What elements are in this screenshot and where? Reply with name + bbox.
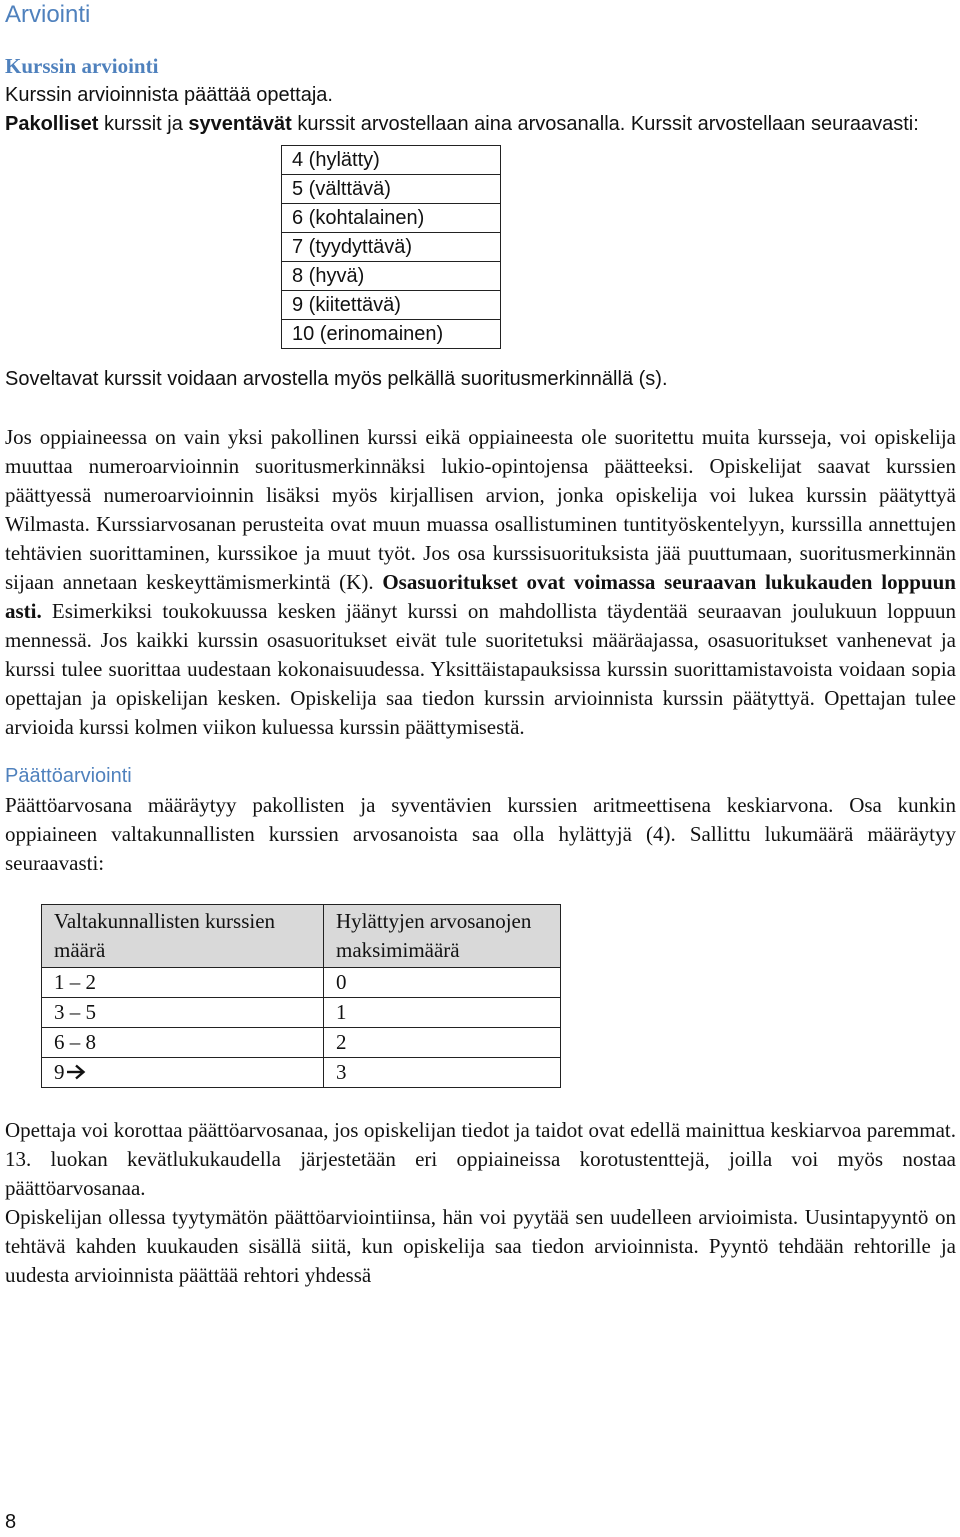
course-eval-text-a: Jos oppiaineessa on vain yksi pakollinen kurssi eikä oppiaineesta ole suoritettu muita kursseja, voi opiskelija muuttaa numeroarvioinnin suoritusmerkinnäksi lukio-opintojensa päätteeksi. Opiskelijat saavat kurssien päättyessä numeroarvioinnin lisäksi myös kirjallisen arvion, jonka opiskelija voi lukea kurssin päätyttyä Wilmasta. Kurssiarvosanan perusteita ovat muun muassa osallistuminen tuntityöskentelyyn, kurssilla annettujen tehtävien suorittaminen, kurssikoe ja muut työt. Jos osa kurssisuorituksista jää puuttumaan, suoritusmerkinnän sijaan annetaan keskeyttämismerkintä (K). [5, 425, 956, 594]
table-row [42, 998, 561, 1028]
table-header-row [42, 905, 561, 968]
grade-cell: 10 (erinomainen) [282, 320, 501, 349]
final-eval-raise-paragraph: Opettaja voi korottaa päättöarvosanaa, jos opiskelijan tiedot ja taidot ovat edellä mainittua keskiarvoa paremmat. 13. luokan kevätlukukaudella järjestetään eri oppiaineissa korotustenttejä, joilla voi myös nostaa päättöarvosanaa. [5, 1118, 956, 1200]
grade-row [282, 262, 501, 291]
cell-max-failed: 1 [324, 998, 561, 1028]
cell-max-failed: 0 [324, 968, 561, 998]
col-header-max-failed: Hylättyjen arvosanojen maksimimäärä [324, 905, 561, 968]
intro-text-2: kurssit arvostellaan aina arvosanalla. Kurssit arvostellaan seuraavasti: [291, 113, 919, 135]
cell-courses: 9 [54, 1060, 65, 1084]
grade-row [282, 291, 501, 320]
final-eval-intro: Päättöarvosana määräytyy pakollisten ja syventävien kurssien aritmeettisena keskiarvona. Osa kunkin oppiaineen valtakunnallisten kurssien arvosanoista saa olla hylättyjä (4). Sallittu lukumäärä määräytyy seuraavasti: [5, 793, 956, 875]
course-eval-intro [5, 110, 956, 139]
cell-courses-arrow [42, 1058, 324, 1088]
final-eval-appeal-paragraph: Opiskelijan ollessa tyytymätön päättöarviointiinsa, hän voi pyytää sen uudelleen arvioimista. Uusintapyyntö on tehtävä kahden kuukauden sisällä siitä, kun opiskelija saa tiedon arvioinnista. Pyyntö tehdään rehtorille ja uudesta arvioinnista päättää rehtori yhdessä [5, 1205, 956, 1287]
cell-courses: 6 – 8 [42, 1028, 324, 1058]
course-eval-line1: Kurssin arvioinnista päättää opettaja. [5, 84, 333, 106]
grade-row [282, 204, 501, 233]
grade-scale-table [281, 145, 501, 349]
partial-validity-bold: Osasuoritukset ovat voimassa seuraavan lukukauden loppuun asti. [5, 570, 956, 623]
section-heading-final-evaluation: Päättöarviointi [5, 765, 132, 787]
course-eval-text-b: Esimerkiksi toukokuussa kesken jäänyt kurssi on mahdollista täydentää seuraavan joulukuun loppuun mennessä. Jos kaikki kurssin osasuoritukset eivät tule suoritetuksi määräajassa, osasuoritukset vanhenevat ja kurssi tulee suorittaa uudestaan kokonaisuudessa. Yksittäistapauksissa kurssin suorittamistavoista voidaan sopia opettajan ja opiskelijan kesken. Opiskelija saa tiedon kurssin arvioinnista kurssin päätyttyä. Opettajan tulee arvioida kurssi kolmen viikon kuluessa kurssin päättymisestä. [5, 599, 956, 739]
table-row [42, 1028, 561, 1058]
grade-cell: 5 (välttävä) [282, 175, 501, 204]
grade-row [282, 175, 501, 204]
course-eval-paragraph [5, 423, 956, 742]
col-header-courses: Valtakunnallisten kurssien määrä [42, 905, 324, 968]
cell-courses: 3 – 5 [42, 998, 324, 1028]
grade-cell: 4 (hylätty) [282, 146, 501, 175]
cell-courses: 1 – 2 [42, 968, 324, 998]
grade-cell: 6 (kohtalainen) [282, 204, 501, 233]
grade-cell: 9 (kiitettävä) [282, 291, 501, 320]
page-number: 8 [5, 1511, 17, 1533]
table-row [42, 1058, 561, 1088]
grade-cell: 8 (hyvä) [282, 262, 501, 291]
mandatory-bold: Pakolliset [5, 113, 99, 135]
grade-row [282, 146, 501, 175]
document-page [5, 0, 956, 1290]
section-heading-course-evaluation: Kurssin arviointi [5, 54, 159, 78]
arrow-right-icon [66, 1064, 86, 1080]
applied-courses-note: Soveltavat kurssit voidaan arvostella myös pelkällä suoritusmerkinnällä (s). [5, 368, 668, 390]
failed-grades-table [41, 904, 561, 1088]
page-title: Arviointi [5, 1, 91, 28]
grade-cell: 7 (tyydyttävä) [282, 233, 501, 262]
cell-max-failed: 3 [324, 1058, 561, 1088]
grade-row [282, 320, 501, 349]
advanced-bold: syventävät [188, 113, 292, 135]
intro-text-1: kurssit ja [98, 113, 189, 135]
grade-row [282, 233, 501, 262]
cell-max-failed: 2 [324, 1028, 561, 1058]
table-row [42, 968, 561, 998]
